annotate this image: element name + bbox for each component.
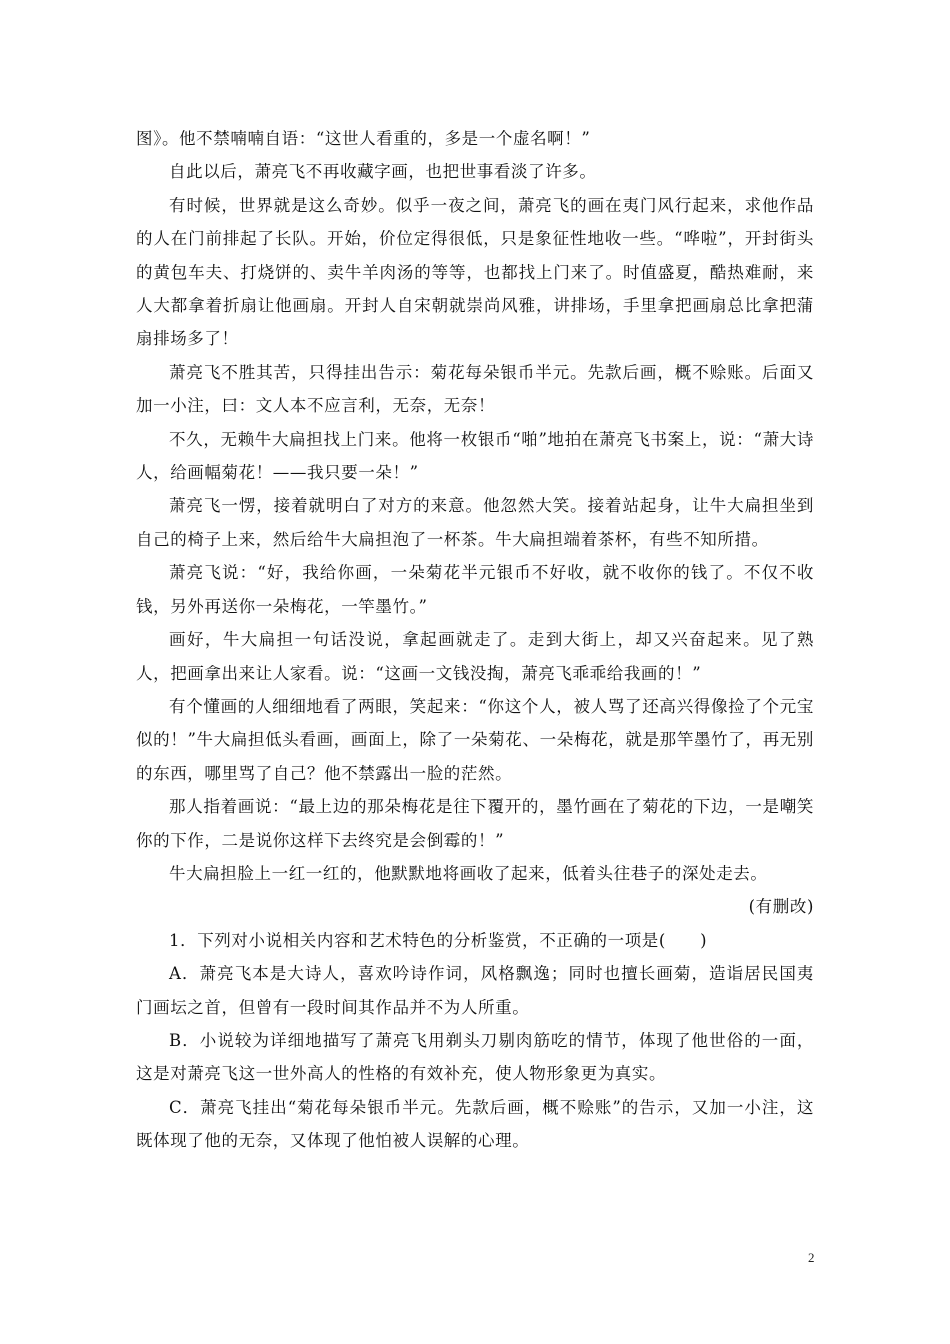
story-paragraph: 画好，牛大扁担一句话没说，拿起画就走了。走到大街上，却又兴奋起来。见了熟人，把画拿出来让人家看。说：“这画一文钱没掏，萧亮飞乖乖给我画的！” [136,630,814,683]
document-body [136,122,814,1158]
question-option-b: B．小说较为详细地描写了萧亮飞用剃头刀剔肉筋吃的情节，体现了他世俗的一面，这是对萧亮飞这一世外高人的性格的有效补充，使人物形象更为真实。 [136,1030,814,1084]
story-paragraph: 萧亮飞说：“好，我给你画，一朵菊花半元银币不好收，就不收你的钱了。不仅不收钱，另外再送你一朵梅花，一竿墨竹。” [136,563,814,616]
story-paragraph: 有时候，世界就是这么奇妙。似乎一夜之间，萧亮飞的画在夷门风行起来，求他作品的人在门前排起了长队。开始，价位定得很低，只是象征性地收一些。“哗啦”，开封街头的黄包车夫、打烧饼的、卖牛羊肉汤的等等，也都找上门来了。时值盛夏，酷热难耐，来人大都拿着折扇让他画扇。开封人自宋朝就崇尚风雅，讲排场，手里拿把画扇总比拿把蒲扇排场多了！ [136,195,814,349]
story-paragraph: 不久，无赖牛大扁担找上门来。他将一枚银币“啪”地拍在萧亮飞书案上，说：“萧大诗人，给画幅菊花！——我只要一朵！” [136,429,814,483]
source-note: (有删改) [748,897,814,917]
question-option-a: A．萧亮飞本是大诗人，喜欢吟诗作词，风格飘逸；同时也擅长画菊，造诣居民国夷门画坛之首，但曾有一段时间其作品并不为人所重。 [136,964,814,1017]
story-paragraph: 图》。他不禁喃喃自语：“这世人看重的，多是一个虚名啊！” [136,129,591,148]
story-paragraph: 牛大扁担脸上一红一红的，他默默地将画收了起来，低着头往巷子的深处走去。 [169,863,768,883]
question-option-c: C．萧亮飞挂出“菊花每朵银币半元。先款后画，概不赊账”的告示，又加一小注，这既体现了他的无奈，又体现了他怕被人误解的心理。 [136,1097,814,1151]
story-paragraph: 有个懂画的人细细地看了两眼，笑起来：“你这个人，被人骂了还高兴得像捡了个元宝似的！”牛大扁担低头看画，画面上，除了一朵菊花、一朵梅花，就是那竿墨竹了，再无别的东西，哪里骂了自己？他不禁露出一脸的茫然。 [136,696,814,783]
story-paragraph: 萧亮飞不胜其苦，只得挂出告示：菊花每朵银币半元。先款后画，概不赊账。后面又加一小注，曰：文人本不应言利，无奈，无奈！ [136,362,814,416]
story-paragraph: 自此以后，萧亮飞不再收藏字画，也把世事看淡了许多。 [169,162,597,182]
question-stem: 1．下列对小说相关内容和艺术特色的分析鉴赏，不正确的一项是( ) [169,930,708,950]
story-paragraph: 萧亮飞一愣，接着就明白了对方的来意。他忽然大笑。接着站起身，让牛大扁担坐到自己的椅子上来，然后给牛大扁担泡了一杯茶。牛大扁担端着茶杯，有些不知所措。 [136,496,814,549]
story-paragraph: 那人指着画说：“最上边的那朵梅花是往下覆开的，墨竹画在了菊花的下边，一是嘲笑你的下作，二是说你这样下去终究是会倒霉的！” [136,797,814,850]
page-number: 2 [808,1250,815,1265]
